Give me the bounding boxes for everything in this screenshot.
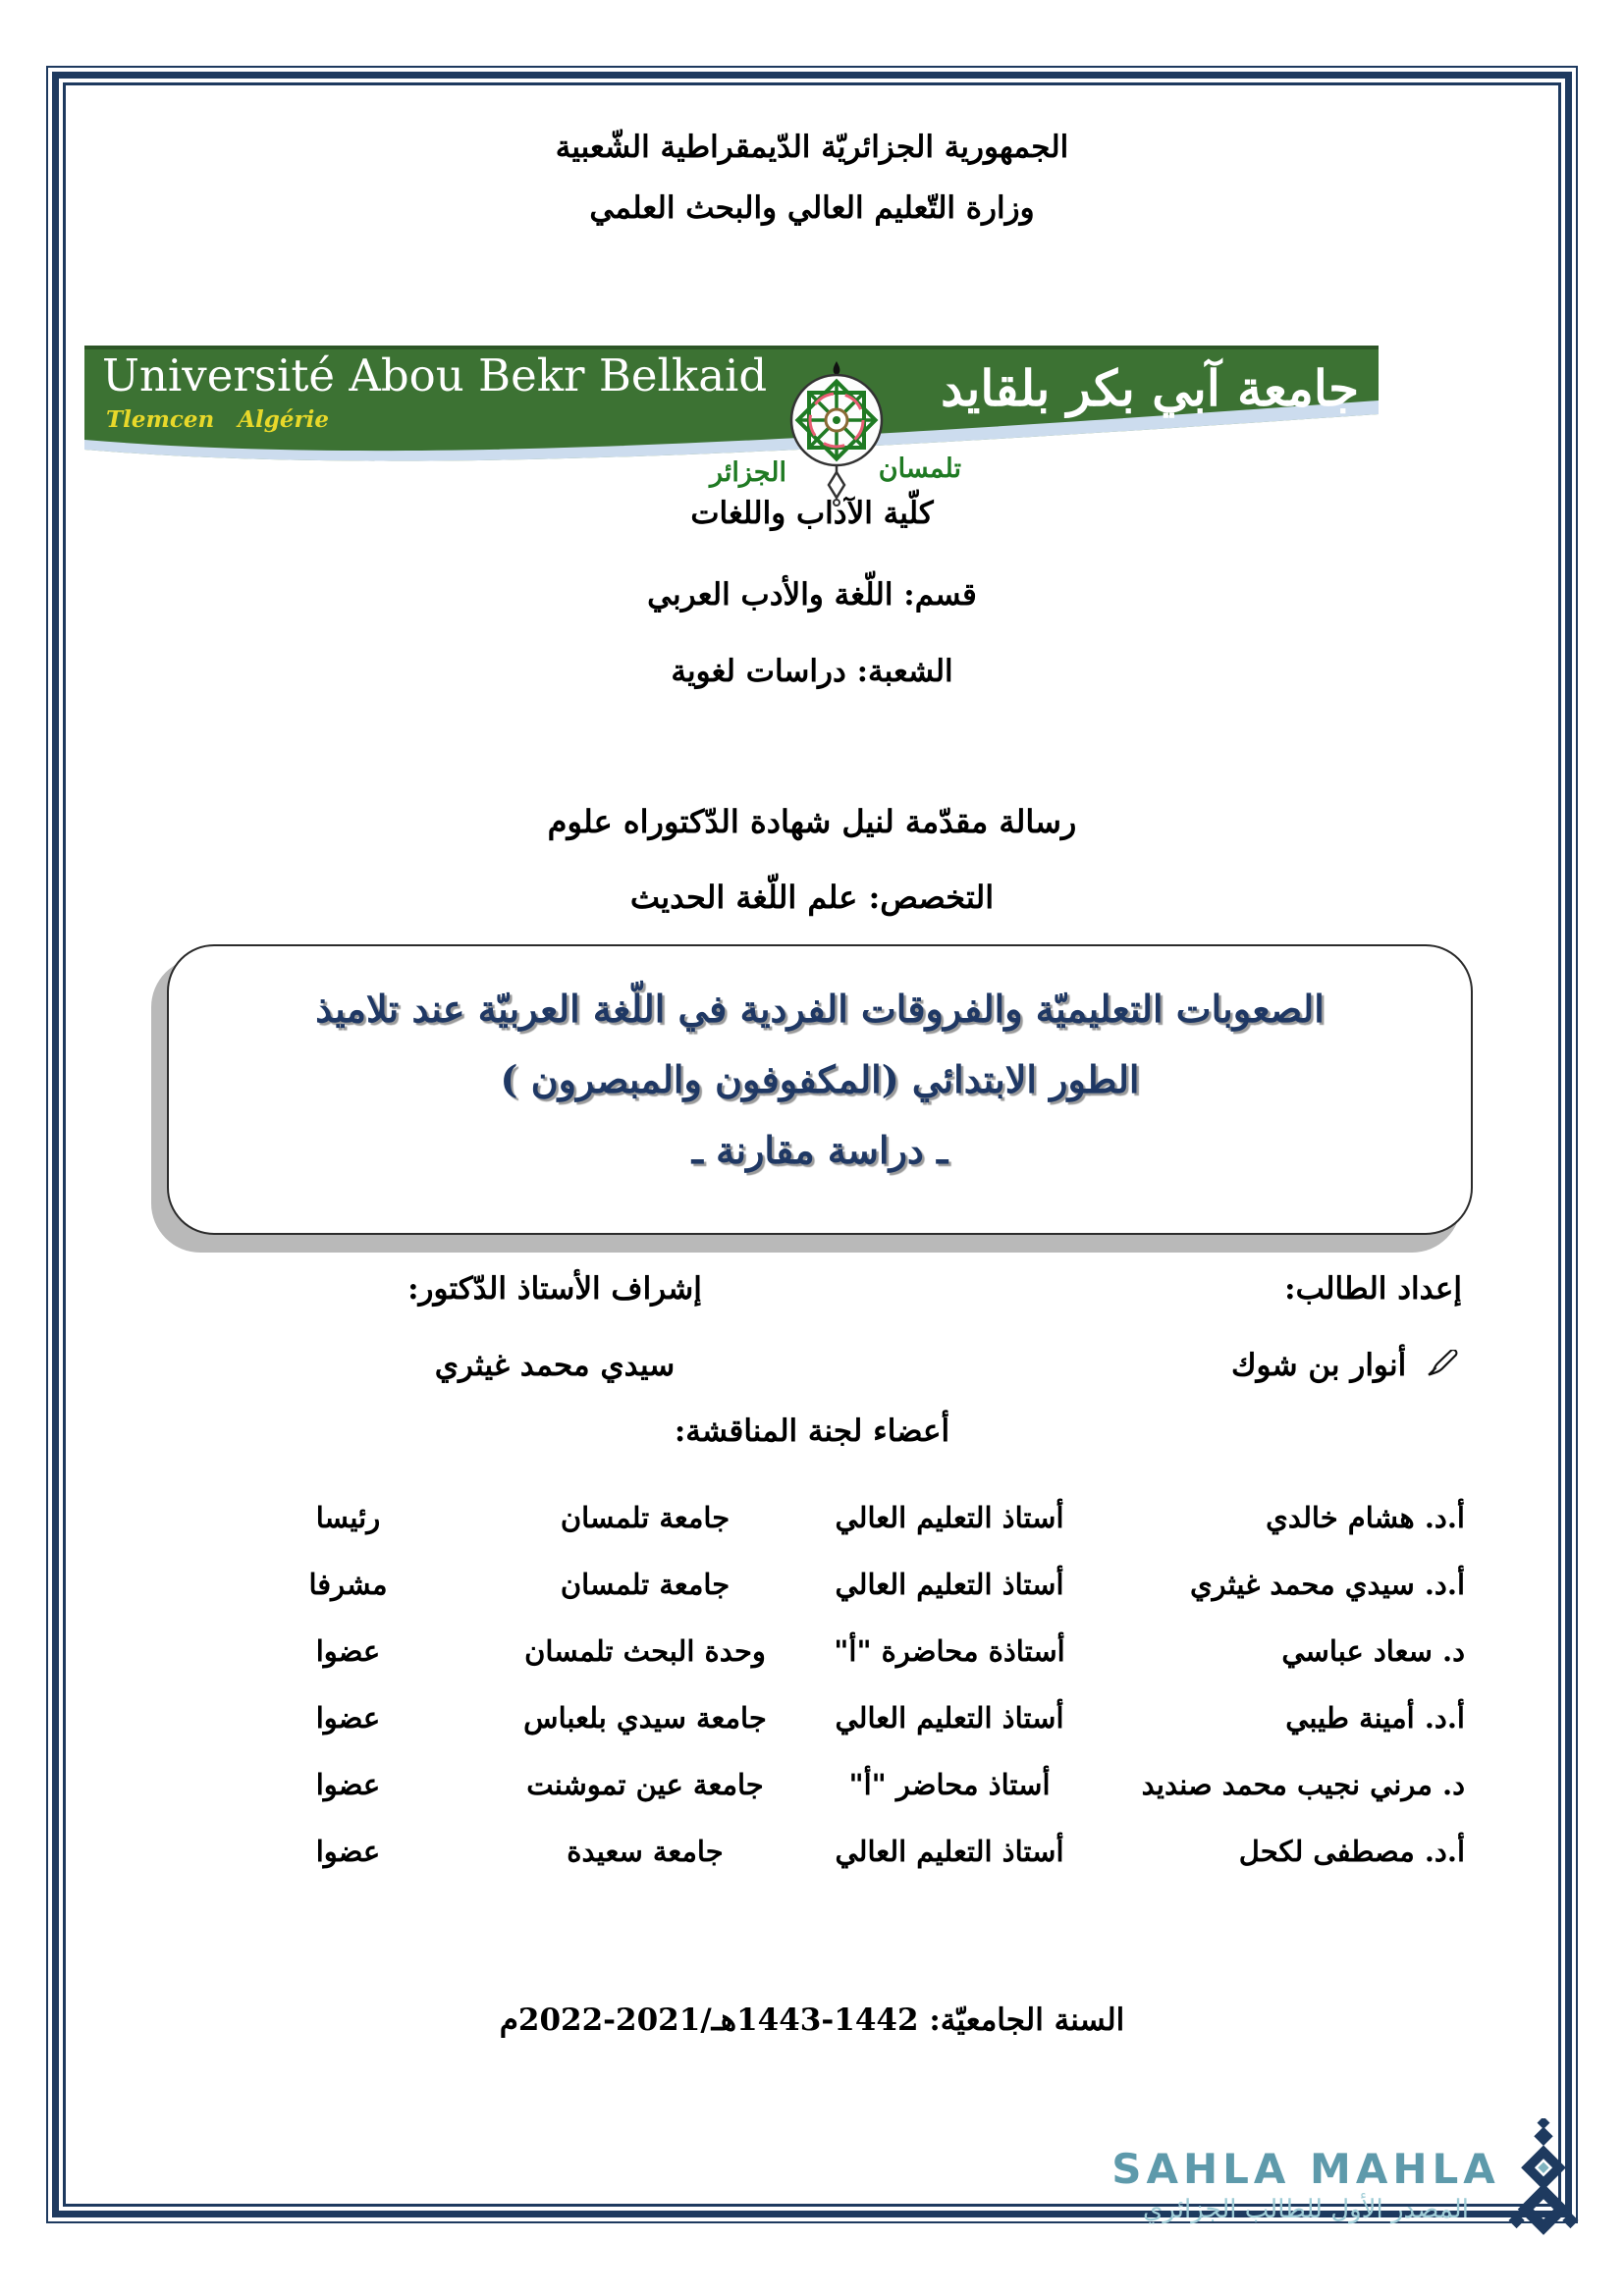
watermark-block [1095, 2145, 1517, 2224]
member-role: رئيسا [315, 1501, 381, 1534]
member-role: عضوا [315, 1835, 381, 1868]
committee-heading: أعضاء لجنة المناقشة: [674, 1414, 950, 1449]
member-rank: أستاذ التعليم العالي [835, 1568, 1064, 1601]
student-name-row [1050, 1348, 1462, 1385]
member-name: أ.د. هشام خالدي [1266, 1501, 1465, 1534]
university-emblem-icon [778, 359, 895, 507]
member-name: د. سعاد عباسي [1281, 1634, 1465, 1668]
member-name: أ.د. سيدي محمد غيثري [1189, 1568, 1465, 1601]
pen-icon [1427, 1350, 1462, 1385]
specialty-line: التخصص: علم اللّغة الحديث [629, 879, 995, 916]
thesis-statement: رسالة مقدّمة لنيل شهادة الدّكتوراه علوم [547, 803, 1077, 840]
university-name-latin: Université Abou Bekr Belkaid [102, 349, 768, 401]
student-name: أنوار بن شوك [1231, 1348, 1407, 1383]
emblem-city-text: تلمسان [878, 454, 961, 484]
member-role: مشرفا [308, 1568, 388, 1601]
supervisor-label: إشراف الأستاذ الدّكتور: [407, 1271, 702, 1307]
member-rank: أستاذ التعليم العالي [835, 1835, 1064, 1868]
committee-table [159, 1484, 1465, 1885]
member-name: أ.د. أمينة طيبي [1285, 1701, 1465, 1735]
member-institution: جامعة عين تموشنت [526, 1768, 764, 1801]
sahla-logo-icon [1504, 2118, 1583, 2248]
member-rank: أستاذة محاضرة "أ" [834, 1634, 1065, 1668]
faculty-line: كلّية الآداب واللغات [690, 496, 934, 531]
member-institution: وحدة البحث تلمسان [524, 1634, 766, 1668]
member-role: عضوا [315, 1634, 381, 1668]
committee-row [159, 1551, 1465, 1618]
committee-row [159, 1618, 1465, 1684]
member-institution: جامعة سعيدة [567, 1835, 724, 1868]
academic-year: السنة الجامعيّة: 1442-1443هـ/2021-2022م [499, 2002, 1125, 2038]
republic-title: الجمهورية الجزائريّة الدّيمقراطية الشّعبية [555, 130, 1069, 165]
thesis-title-line2: الطور الابتدائي (المكفوفون والمبصرون ) [500, 1057, 1140, 1101]
supervisor-name: سيدي محمد غيثري [434, 1348, 676, 1383]
member-institution: جامعة تلمسان [560, 1501, 731, 1534]
committee-row [159, 1484, 1465, 1551]
university-emblem [710, 359, 961, 507]
university-location-latin: Tlemcen Algérie [106, 406, 329, 433]
thesis-title-box [167, 944, 1473, 1235]
thesis-title-line1: الصعوبات التعليميّة والفروقات الفردية في اللّغة العربيّة عند تلاميذ [315, 987, 1325, 1031]
committee-row [159, 1818, 1465, 1885]
member-rank: أستاذ التعليم العالي [835, 1501, 1064, 1534]
watermark-brand: SAHLA MAHLA [1111, 2145, 1500, 2193]
member-name: أ.د. مصطفى لكحل [1238, 1835, 1465, 1868]
watermark-tagline: المصدر الأول للطالب الجزائري [1143, 2195, 1469, 2224]
university-name-arabic: جامعة آبي بكر بلقايد [941, 359, 1359, 417]
member-rank: أستاذ التعليم العالي [835, 1701, 1064, 1735]
member-role: عضوا [315, 1768, 381, 1801]
member-rank: أستاذ محاضر "أ" [848, 1768, 1051, 1801]
member-institution: جامعة سيدي بلعباس [523, 1701, 767, 1735]
supervisor-block [388, 1271, 722, 1383]
committee-row [159, 1684, 1465, 1751]
branch-line: الشعبة: دراسات لغوية [671, 654, 953, 689]
department-line: قسم: اللّغة والأدب العربي [647, 577, 977, 613]
ministry-title: وزارة التّعليم العالي والبحث العلمي [589, 190, 1035, 226]
member-institution: جامعة تلمسان [560, 1568, 731, 1601]
student-block [1050, 1271, 1462, 1385]
member-role: عضوا [315, 1701, 381, 1735]
member-name: د. مرني نجيب محمد صنديد [1141, 1768, 1465, 1801]
thesis-title-line3: ـ دراسة مقارنة ـ [691, 1128, 948, 1172]
emblem-country-text: الجزائر [710, 457, 786, 488]
committee-row [159, 1751, 1465, 1818]
student-label: إعداد الطالب: [1284, 1271, 1462, 1307]
